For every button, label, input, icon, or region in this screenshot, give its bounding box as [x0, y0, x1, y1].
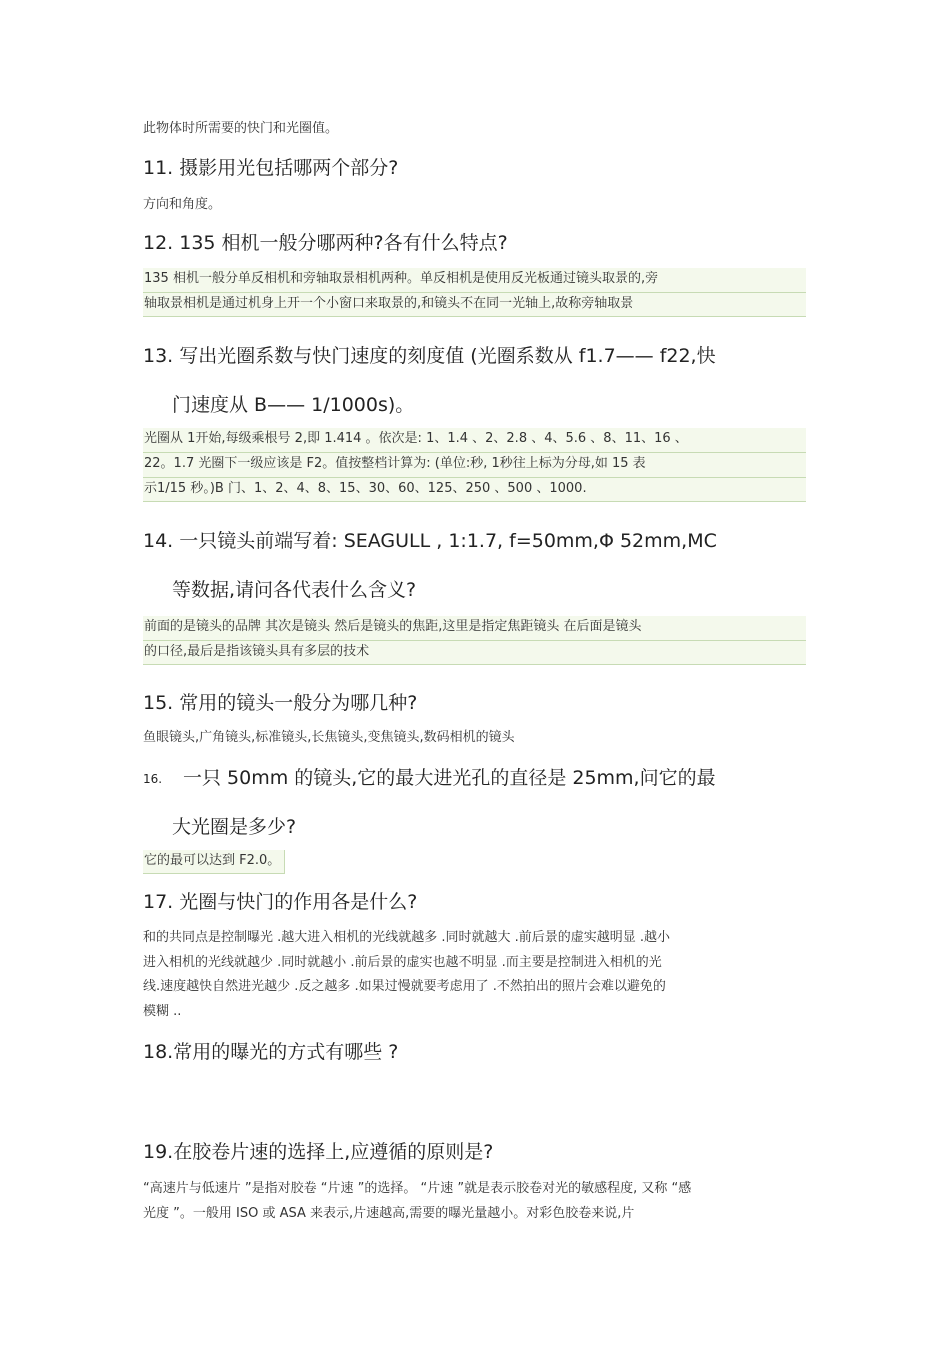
answer-17-line-1: 和的共同点是控制曝光 .越大进入相机的光线就越多 .同时就越大 .前后景的虚实越明显 .越小: [143, 930, 671, 945]
answer-17-line-3: 线.速度越快自然进光越少 .反之越多 .如果过慢就要考虑用了 .不然拍出的照片会难以避免的: [143, 979, 666, 994]
answer-15: 鱼眼镜头,广角镜头,标准镜头,长焦镜头,变焦镜头,数码相机的镜头: [143, 730, 515, 745]
question-15: 15. 常用的镜头一般分为哪几种?: [143, 692, 418, 714]
answer-13-line-2: 22。1.7 光圈下一级应该是 F2。值按整档计算为: (单位:秒, 1秒往上标为分母,如 15 表: [143, 453, 806, 478]
question-14-line-2: 等数据,请问各代表什么含义?: [172, 579, 417, 601]
question-13-line-1: 13. 写出光圈系数与快门速度的刻度值 (光圈系数从 f1.7—— f22,快: [143, 345, 716, 367]
answer-13-line-3: 示1/15 秒。)B 门、1、2、4、8、15、30、60、125、250 、500 、1000.: [143, 478, 806, 502]
question-19: 19.在胶卷片速的选择上,应遵循的原则是?: [143, 1141, 494, 1163]
intro-text: 此物体时所需要的快门和光圈值。: [143, 121, 339, 136]
answer-16: 它的最可以达到 F2.0。: [143, 850, 285, 874]
question-12: 12. 135 相机一般分哪两种?各有什么特点?: [143, 232, 508, 254]
question-16-line-1: 一只 50mm 的镜头,它的最大进光孔的直径是 25mm,问它的最: [183, 767, 716, 789]
answer-11: 方向和角度。: [143, 197, 222, 212]
answer-12-line-2: 轴取景相机是通过机身上开一个小窗口来取景的,和镜头不在同一光轴上,故称旁轴取景: [143, 293, 806, 317]
question-14-line-1: 14. 一只镜头前端写着: SEAGULL , 1:1.7, f=50mm,Φ 52mm,MC: [143, 530, 717, 552]
answer-14-line-2: 的口径,最后是指该镜头具有多层的技术: [143, 641, 806, 665]
answer-19-line-2: 光度 ”。一般用 ISO 或 ASA 来表示,片速越高,需要的曝光量越小。对彩色胶卷来说,片: [143, 1206, 635, 1221]
answer-17-line-2: 进入相机的光线就越少 .同时就越小 .前后景的虚实也越不明显 .而主要是控制进入相机的光: [143, 955, 662, 970]
answer-19-line-1: “高速片与低速片 ”是指对胶卷 “片速 ”的选择。 “片速 ”就是表示胶卷对光的敏感程度, 又称 “感: [143, 1181, 692, 1196]
answer-14-line-1: 前面的是镜头的品牌 其次是镜头 然后是镜头的焦距,这里是指定焦距镜头 在后面是镜头: [143, 616, 806, 641]
answer-13-line-1: 光圈从 1开始,每级乘根号 2,即 1.414 。依次是: 1、1.4 、2、2.8 、4、5.6 、8、11、16 、: [143, 428, 806, 453]
question-11: 11. 摄影用光包括哪两个部分?: [143, 157, 399, 179]
question-16-number: 16.: [143, 772, 163, 786]
question-13-line-2: 门速度从 B—— 1/1000s)。: [172, 394, 415, 416]
answer-12-line-1: 135 相机一般分单反相机和旁轴取景相机两种。单反相机是使用反光板通过镜头取景的,旁: [143, 268, 806, 293]
question-18: 18.常用的曝光的方式有哪些 ?: [143, 1041, 399, 1063]
answer-17-line-4: 模糊 ..: [143, 1004, 182, 1019]
question-16-line-2: 大光圈是多少?: [172, 816, 297, 838]
question-17: 17. 光圈与快门的作用各是什么?: [143, 891, 418, 913]
